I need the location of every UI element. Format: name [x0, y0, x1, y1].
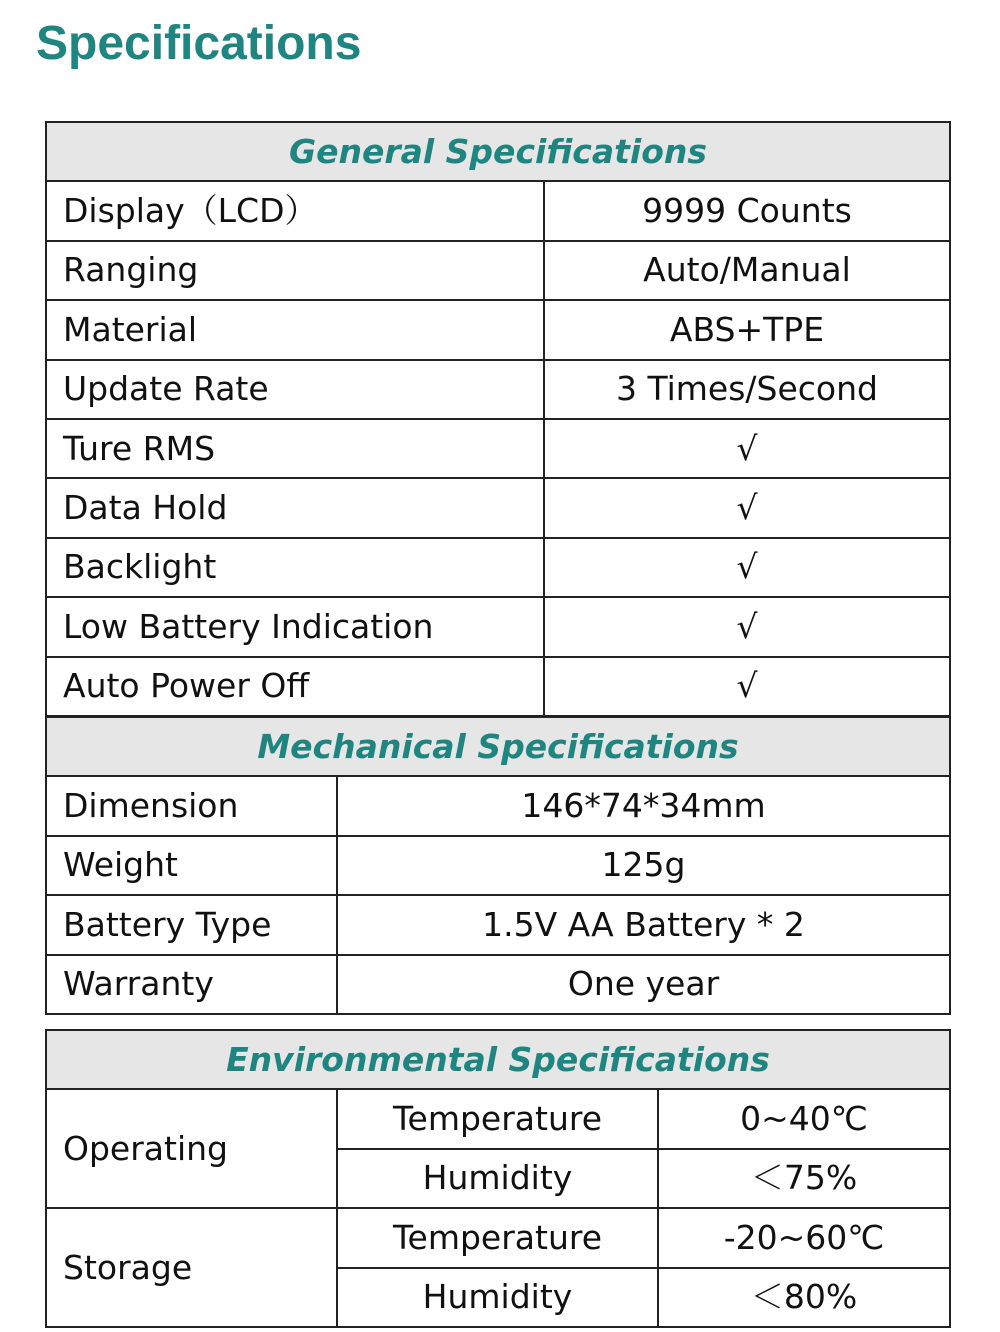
spec-value: 146*74*34mm	[337, 776, 950, 835]
spec-value: 125g	[337, 836, 950, 895]
spec-value: 9999 Counts	[544, 181, 950, 240]
condition-value: ＜80%	[658, 1268, 950, 1327]
table-row	[46, 419, 950, 478]
table-header-row	[46, 122, 950, 181]
condition-group-label: Operating	[46, 1089, 337, 1208]
table-row	[46, 1208, 950, 1267]
spec-label: Weight	[46, 836, 337, 895]
table-row	[46, 776, 950, 835]
condition-name: Temperature	[337, 1089, 658, 1148]
condition-name: Humidity	[337, 1268, 658, 1327]
table-header-row	[46, 1030, 950, 1089]
table-row	[46, 478, 950, 537]
spec-value: Auto/Manual	[544, 241, 950, 300]
table-row	[46, 360, 950, 419]
mechanical-specifications-heading: Mechanical Specifications	[46, 717, 950, 776]
condition-value: -20~60℃	[658, 1208, 950, 1267]
table-header-row	[46, 717, 950, 776]
table-row	[46, 597, 950, 656]
spec-value: 1.5V AA Battery * 2	[337, 895, 950, 954]
spec-label: Battery Type	[46, 895, 337, 954]
spec-label: Low Battery Indication	[46, 597, 544, 656]
mechanical-specifications-table	[45, 716, 951, 1015]
condition-value: ＜75%	[658, 1149, 950, 1208]
table-row	[46, 657, 950, 716]
check-mark-value: √	[544, 657, 950, 716]
general-specifications-table	[45, 121, 951, 717]
table-row	[46, 836, 950, 895]
spec-value: One year	[337, 955, 950, 1014]
table-row	[46, 955, 950, 1014]
spec-label: Warranty	[46, 955, 337, 1014]
spec-label: Material	[46, 300, 544, 359]
condition-group-label: Storage	[46, 1208, 337, 1327]
spec-label: Dimension	[46, 776, 337, 835]
table-row	[46, 300, 950, 359]
table-row	[46, 1089, 950, 1148]
spec-label: Ture RMS	[46, 419, 544, 478]
page-title: Specifications	[36, 17, 362, 70]
spec-label: Ranging	[46, 241, 544, 300]
environmental-specifications-heading: Environmental Specifications	[46, 1030, 950, 1089]
condition-name: Temperature	[337, 1208, 658, 1267]
check-mark-value: √	[544, 478, 950, 537]
spec-value: 3 Times/Second	[544, 360, 950, 419]
general-specifications-heading: General Specifications	[46, 122, 950, 181]
spec-label: Display（LCD）	[46, 181, 544, 240]
check-mark-value: √	[544, 419, 950, 478]
check-mark-value: √	[544, 538, 950, 597]
condition-value: 0~40℃	[658, 1089, 950, 1148]
table-row	[46, 538, 950, 597]
spec-label: Data Hold	[46, 478, 544, 537]
table-row	[46, 895, 950, 954]
check-mark-value: √	[544, 597, 950, 656]
spec-label: Backlight	[46, 538, 544, 597]
table-row	[46, 181, 950, 240]
spec-value: ABS+TPE	[544, 300, 950, 359]
table-row	[46, 241, 950, 300]
condition-name: Humidity	[337, 1149, 658, 1208]
spec-label: Auto Power Off	[46, 657, 544, 716]
spec-label: Update Rate	[46, 360, 544, 419]
environmental-specifications-table	[45, 1029, 951, 1328]
